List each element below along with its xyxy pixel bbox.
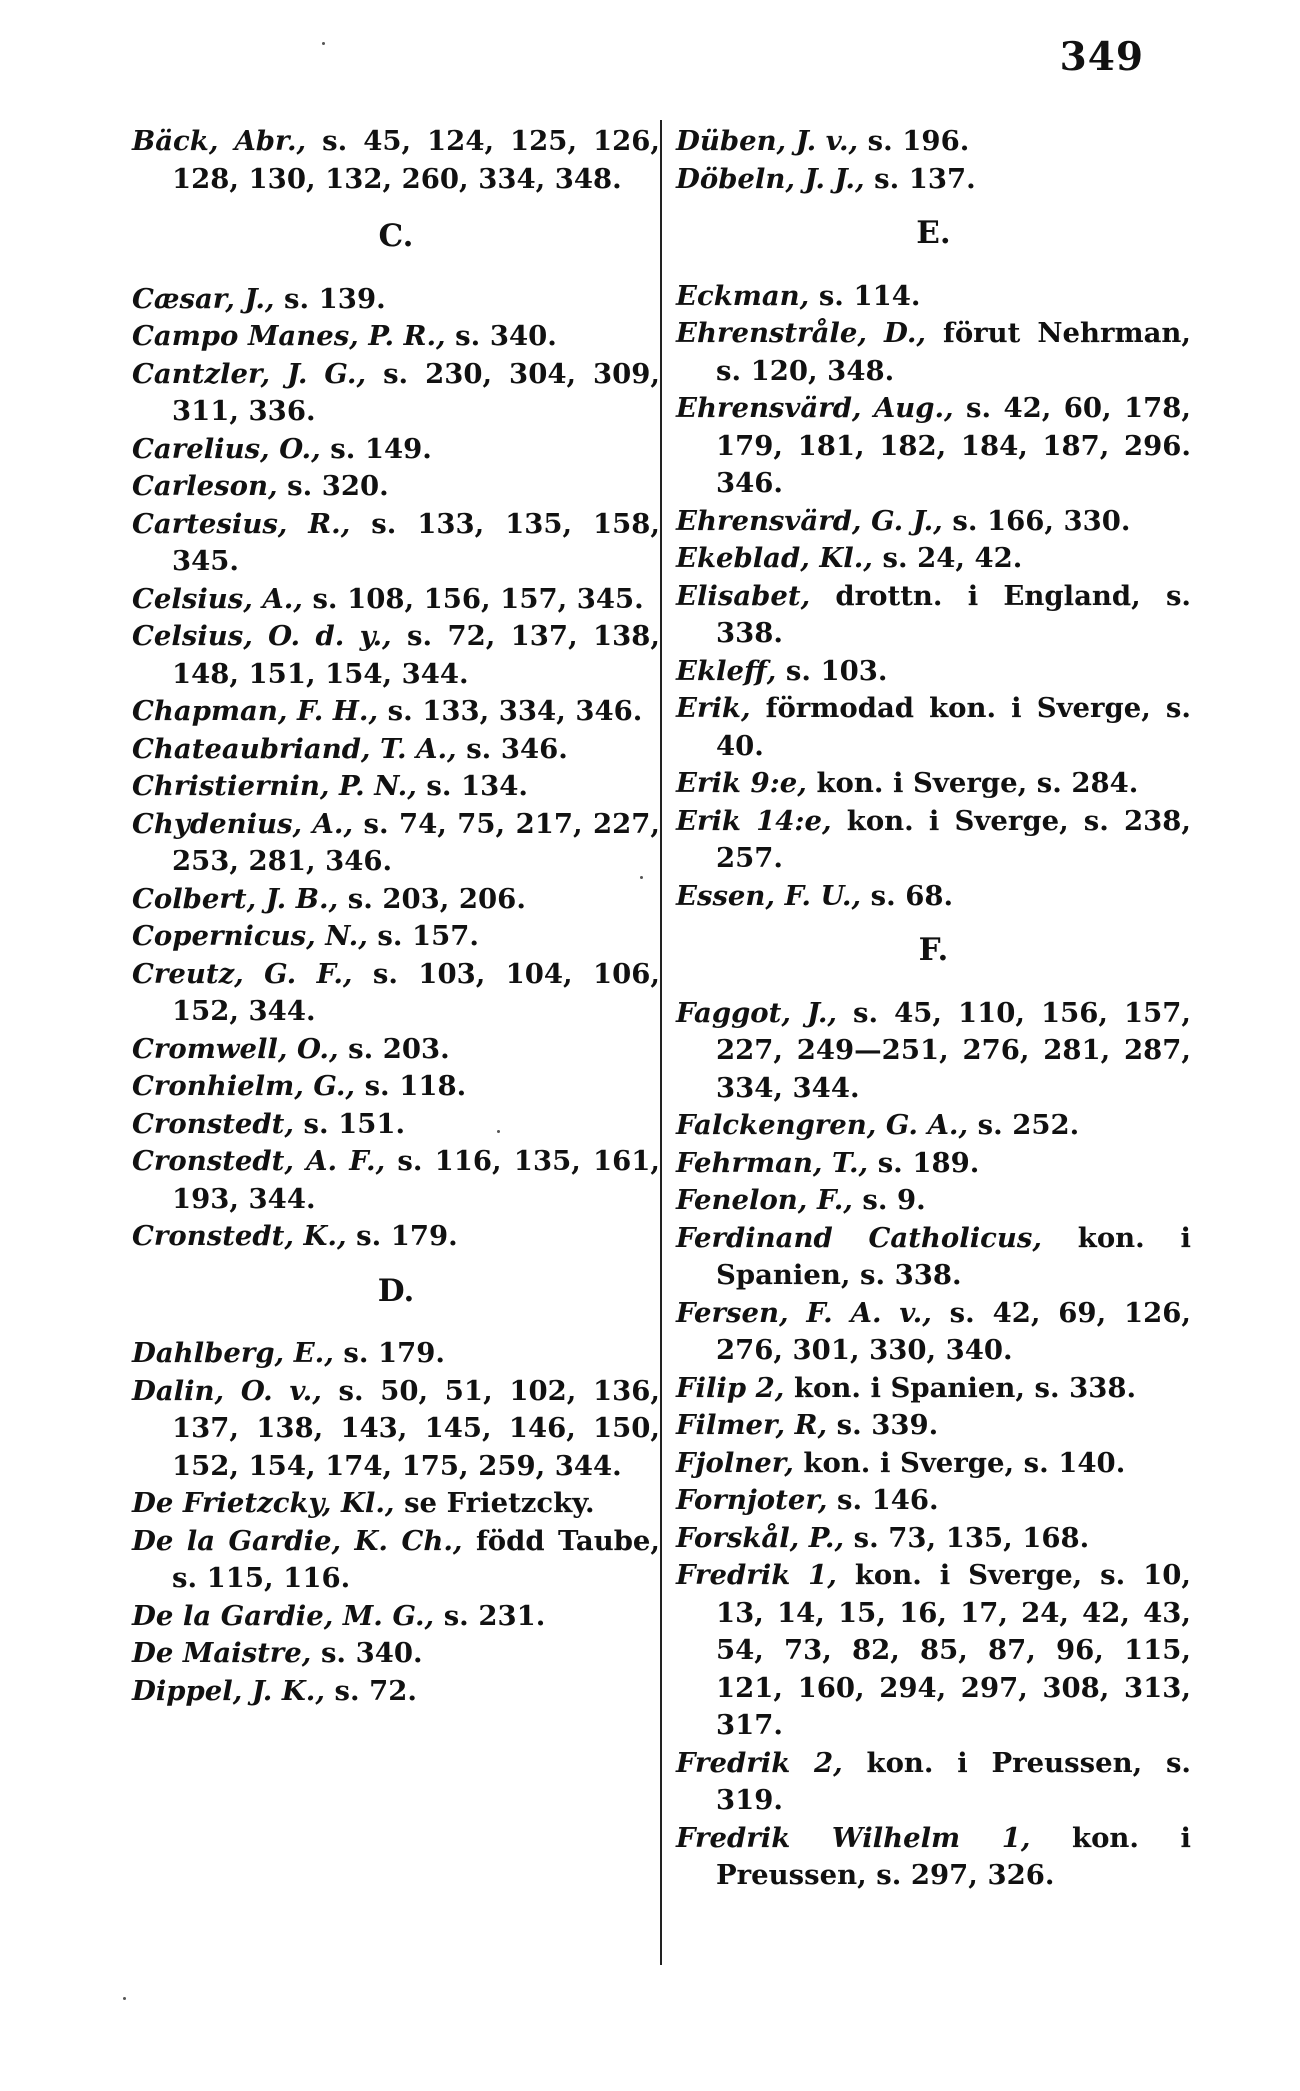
index-entry	[676, 315, 1191, 390]
entry-name: Ekleff,	[676, 654, 777, 687]
entry-name: Fredrik 1,	[676, 1559, 837, 1591]
entry-name: Creutz, G. F.,	[132, 957, 353, 990]
entry-refs: s. 68.	[861, 879, 954, 912]
entry-refs: s. 146.	[827, 1484, 939, 1516]
entry-name: Ehrenstråle, D.,	[676, 317, 926, 349]
index-entry	[132, 768, 660, 806]
entry-refs: s. 339.	[827, 1409, 939, 1441]
index-entry	[132, 1598, 660, 1636]
index-entry	[132, 918, 660, 956]
entry-refs: s. 103, 104, 106, 152, 344.	[172, 957, 660, 1027]
entry-name: De Frietzcky, Kl.,	[132, 1487, 395, 1519]
page-number: 349	[1059, 34, 1144, 80]
entry-refs: s. 231.	[434, 1599, 546, 1632]
entry-name: Erik,	[676, 692, 751, 724]
entry-refs: förmodad kon. i Sverge, s. 40.	[716, 692, 1191, 762]
entry-refs: s. 320.	[277, 470, 389, 502]
index-entry	[132, 1673, 660, 1711]
entry-refs: s. 166, 330.	[942, 504, 1131, 537]
index-entry	[132, 881, 660, 919]
index-entry	[676, 1745, 1191, 1820]
entry-refs: s. 24, 42.	[872, 542, 1023, 574]
index-entry	[132, 506, 660, 581]
index-entry	[132, 356, 660, 431]
entry-refs: s. 9.	[852, 1184, 926, 1216]
entry-refs: s. 74, 75, 217, 227, 253, 281, 346.	[172, 807, 660, 877]
entry-name: Ekeblad, Kl.,	[676, 542, 873, 574]
entry-name: Düben, J. v.,	[676, 125, 859, 157]
entry-refs: s. 50, 51, 102, 136, 137, 138, 143, 145, 146, 150, 152, 154, 174, 175, 259, 344.	[172, 1374, 660, 1482]
entry-refs: s. 42, 60, 178, 179, 181, 182, 184, 187, 296. 346.	[716, 392, 1191, 499]
entry-refs: s. 116, 135, 161, 193, 344.	[172, 1145, 660, 1215]
index-entry	[132, 468, 660, 506]
index-entry	[132, 1106, 660, 1144]
entry-name: Cromwell, O.,	[132, 1032, 339, 1065]
index-entry	[132, 806, 660, 881]
index-entry	[676, 1220, 1191, 1295]
entry-name: Elisabet,	[676, 579, 811, 612]
entry-refs: s. 189.	[868, 1146, 980, 1179]
index-entry	[132, 318, 660, 356]
entry-name: Fredrik Wilhelm 1,	[676, 1821, 1031, 1854]
entry-refs: s. 118.	[355, 1070, 467, 1102]
entry-name: Chateaubriand, T. A.,	[132, 732, 457, 765]
index-entry	[676, 1407, 1191, 1445]
section-heading-e: E.	[916, 215, 951, 251]
entry-refs: s. 149.	[320, 432, 432, 465]
index-entry	[132, 1068, 660, 1106]
index-entry	[676, 1370, 1191, 1408]
index-entry	[676, 1145, 1191, 1183]
index-entry	[132, 1143, 660, 1218]
entry-refs: kon. i Sverge, s. 140.	[793, 1446, 1126, 1479]
section-heading-d: D.	[377, 1272, 415, 1309]
entry-name: Filmer, R,	[676, 1409, 828, 1441]
index-entry	[676, 1107, 1191, 1145]
entry-name: Fjolner,	[676, 1446, 794, 1479]
entry-refs: s. 340.	[311, 1637, 423, 1669]
entry-refs: kon. i Sverge, s. 284.	[806, 767, 1139, 799]
entry-refs: kon. i Preussen, s. 297, 326.	[716, 1821, 1191, 1891]
entry-refs: s. 108, 156, 157, 345.	[302, 582, 644, 615]
index-entry	[676, 1482, 1191, 1520]
entry-refs: s. 203.	[338, 1032, 450, 1065]
scan-speck	[497, 1130, 500, 1133]
entry-name: Dalin, O. v.,	[132, 1374, 322, 1407]
entry-name: Falckengren, G. A.,	[676, 1109, 969, 1141]
entry-refs: s. 133, 135, 158, 345.	[172, 507, 660, 577]
entry-name: Cronstedt, A. F.,	[132, 1145, 386, 1177]
entry-refs: s. 196.	[858, 125, 970, 157]
scan-speck	[123, 1997, 126, 2000]
index-entry	[676, 1820, 1191, 1895]
entry-refs: s. 45, 110, 156, 157, 227, 249—251, 276, 281, 287, 334, 344.	[716, 996, 1192, 1104]
index-entry	[676, 278, 1191, 316]
entry-refs: kon. i Sverge, s. 10, 13, 14, 15, 16, 17, 24, 42, 43, 54, 73, 82, 85, 87, 96, 115, 121, 160, 294, 297, 308, 313, 317.	[716, 1559, 1191, 1741]
index-entry	[676, 540, 1191, 578]
column-divider	[660, 120, 662, 1965]
index-entry	[132, 618, 660, 693]
entry-name: Faggot, J.,	[676, 996, 837, 1029]
right-column	[676, 123, 1191, 1895]
index-entry	[676, 765, 1191, 803]
entry-refs: s. 252.	[968, 1109, 1080, 1141]
index-entry	[132, 1373, 660, 1486]
entry-name: Fersen, F. A. v.,	[676, 1296, 932, 1329]
index-entry	[132, 1031, 660, 1069]
entry-refs: kon. i Preussen, s. 319.	[716, 1746, 1191, 1816]
entry-name: Cronstedt,	[132, 1107, 294, 1140]
entry-refs: s. 73, 135, 168.	[844, 1521, 1090, 1554]
left-column	[132, 123, 660, 1710]
entry-name: Fenelon, F.,	[676, 1184, 853, 1216]
entry-name: Essen, F. U.,	[676, 879, 862, 912]
entry-refs: kon. i Sverge, s. 238, 257.	[716, 804, 1192, 874]
entry-name: De la Gardie, M. G.,	[132, 1599, 435, 1632]
entry-name: Chapman, F. H.,	[132, 695, 379, 727]
index-entry	[676, 1295, 1191, 1370]
scan-speck	[640, 876, 643, 879]
index-entry	[676, 1520, 1191, 1558]
index-entry	[132, 1485, 660, 1523]
entry-name: Cantzler, J. G.,	[132, 357, 367, 390]
entry-name: Cronstedt, K.,	[132, 1220, 347, 1252]
entry-name: Fredrik 2,	[676, 1746, 843, 1779]
entry-refs: s. 230, 304, 309, 311, 336.	[172, 357, 660, 427]
entry-refs: född Taube, s. 115, 116.	[172, 1524, 660, 1594]
index-entry	[676, 878, 1191, 916]
index-entry	[676, 161, 1191, 199]
index-entry	[132, 431, 660, 469]
entry-name: Carleson,	[132, 470, 278, 502]
entry-name: Cæsar, J.,	[132, 282, 275, 315]
index-entry	[676, 503, 1191, 541]
entry-refs: s. 103.	[776, 654, 888, 687]
entry-name: Campo Manes, P. R.,	[132, 320, 446, 352]
entry-name: Carelius, O.,	[132, 432, 321, 465]
entry-name: Erik 9:e,	[676, 767, 807, 799]
index-entry	[676, 578, 1191, 653]
index-entry	[132, 1635, 660, 1673]
index-entry	[676, 390, 1191, 503]
entry-refs: s. 179.	[333, 1337, 445, 1369]
entry-name: Christiernin, P. N.,	[132, 770, 417, 802]
entry-refs: s. 133, 334, 346.	[378, 695, 643, 727]
entry-name: Forskål, P.,	[676, 1521, 845, 1554]
index-entry	[132, 693, 660, 731]
scan-speck	[322, 42, 325, 45]
index-entry	[676, 1557, 1191, 1745]
entry-name: Cartesius, R.,	[132, 507, 351, 540]
entry-name: Fornjoter,	[676, 1484, 828, 1516]
entry-refs: s. 72, 137, 138, 148, 151, 154, 344.	[172, 620, 660, 690]
entry-name: Celsius, A.,	[132, 582, 303, 615]
index-entry	[676, 690, 1191, 765]
index-entry	[132, 1523, 660, 1598]
entry-refs: s. 151.	[293, 1107, 406, 1140]
entry-name: Döbeln, J. J.,	[676, 162, 865, 195]
entry-refs: s. 45, 124, 125, 126, 128, 130, 132, 260, 334, 348.	[172, 125, 661, 195]
entry-name: Ehrensvärd, G. J.,	[676, 504, 943, 537]
index-entry	[676, 653, 1191, 691]
entry-refs: s. 203, 206.	[338, 882, 526, 915]
entry-refs: s. 137.	[864, 162, 976, 195]
entry-name: Bäck, Abr.,	[132, 125, 307, 157]
entry-refs: s. 134.	[416, 770, 529, 802]
section-heading-c: C.	[378, 218, 414, 254]
entry-refs: s. 72.	[324, 1674, 417, 1707]
index-entry	[132, 1218, 660, 1256]
index-entry	[676, 803, 1191, 878]
index-entry	[132, 123, 660, 198]
entry-name: De Maistre,	[132, 1637, 312, 1669]
entry-name: Ferdinand Catholicus,	[676, 1221, 1042, 1254]
index-entry	[132, 281, 660, 319]
entry-name: Copernicus, N.,	[132, 920, 368, 952]
entry-name: Fehrman, T.,	[676, 1146, 869, 1179]
entry-refs: s. 114.	[809, 279, 921, 312]
entry-name: De la Gardie, K. Ch.,	[132, 1524, 463, 1557]
index-entry	[676, 1182, 1191, 1220]
entry-refs: s. 42, 69, 126, 276, 301, 330, 340.	[716, 1296, 1191, 1366]
index-entry	[132, 731, 660, 769]
index-entry	[132, 581, 660, 619]
entry-refs: drottn. i England, s. 338.	[716, 579, 1191, 649]
entry-refs: s. 340.	[445, 320, 557, 352]
index-entry	[132, 956, 660, 1031]
index-entry	[676, 1445, 1191, 1483]
entry-name: Colbert, J. B.,	[132, 882, 339, 915]
index-entry	[132, 1335, 660, 1373]
entry-refs: s. 346.	[456, 732, 568, 765]
entry-name: Celsius, O. d. y.,	[132, 620, 392, 652]
entry-refs: förut Nehrman, s. 120, 348.	[716, 317, 1191, 387]
entry-refs: s. 157.	[367, 920, 479, 952]
entry-name: Erik 14:e,	[676, 804, 832, 837]
index-entry	[676, 123, 1191, 161]
entry-refs: kon. i Spanien, s. 338.	[716, 1221, 1191, 1291]
entry-refs: s. 139.	[274, 282, 386, 315]
entry-refs: kon. i Spanien, s. 338.	[784, 1371, 1137, 1404]
entry-name: Dahlberg, E.,	[132, 1337, 334, 1369]
entry-name: Eckman,	[676, 279, 810, 312]
section-heading-f: F.	[918, 932, 949, 968]
entry-name: Dippel, J. K.,	[132, 1674, 325, 1707]
entry-name: Cronhielm, G.,	[132, 1070, 355, 1102]
entry-refs: se Frietzcky.	[394, 1487, 595, 1519]
entry-refs: s. 179.	[346, 1220, 458, 1252]
index-entry	[676, 995, 1191, 1108]
entry-name: Filip 2,	[676, 1371, 785, 1404]
entry-name: Ehrensvärd, Aug.,	[676, 392, 954, 424]
entry-name: Chydenius, A.,	[132, 807, 354, 840]
